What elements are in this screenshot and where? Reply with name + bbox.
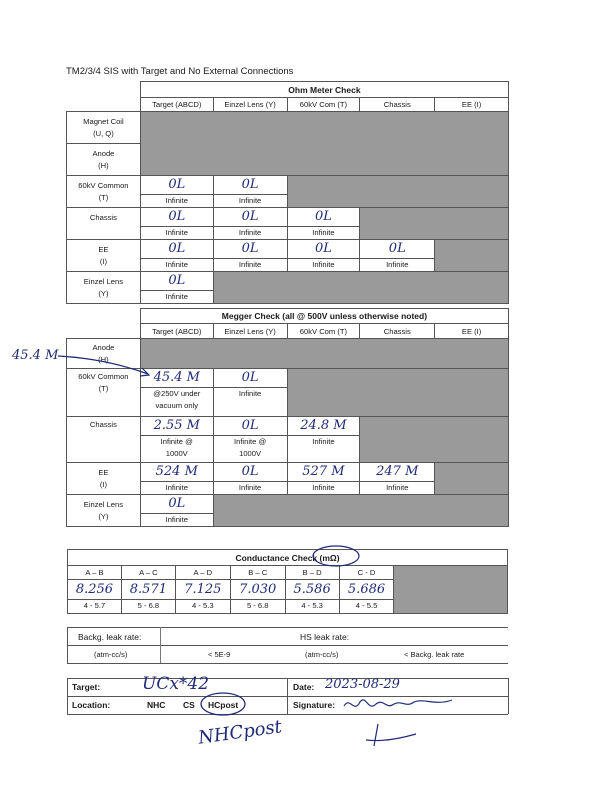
megger-heading: Megger Check (all @ 500V unless otherwise noted) [140,309,508,324]
ohm-cell-chassis-einzel[interactable]: 0L Infinite [213,208,287,240]
ohm-cell-common-target[interactable]: 0L Infinite [140,176,213,208]
row-label-anode: Anode (H) [67,144,141,176]
cond-cell-ac[interactable]: 8.571 5 - 6.8 [121,580,175,614]
target-label: Target: [72,682,101,692]
conductance-heading: Conductance Check (mΩ) [68,550,508,566]
signature-scribble[interactable] [340,692,460,716]
cond-col-ac: A – C [121,566,175,580]
backg-unit: (atm-cc/s) [94,650,128,659]
cond-col-cd: C - D [339,566,394,580]
cond-col-bc: B – C [230,566,285,580]
megger-cell-chassis-einzel[interactable]: 0L Infinite @ 1000V [213,417,287,463]
megger-row-label-chassis: Chassis [67,417,141,463]
megger-table [66,308,509,527]
ohm-cell-ee-einzel[interactable]: 0L Infinite [213,240,287,272]
ohm-col-ee: EE (I) [435,98,509,112]
cond-cell-ab[interactable]: 8.256 4 - 5.7 [68,580,122,614]
megger-cell-chassis-target[interactable]: 2.55 M Infinite @ 1000V [140,417,213,463]
megger-col-ee: EE (I) [435,324,509,339]
shaded-area [213,272,508,304]
ohm-cell-einzel-target[interactable]: 0L Infinite [140,272,213,304]
megger-col-einzel: Einzel Lens (Y) [213,324,287,339]
megger-cell-ee-chassis[interactable]: 247 M Infinite [360,463,435,495]
hs-spec: < Backg. leak rate [404,650,465,659]
initials-scribble [362,722,422,750]
shaded-area [287,369,509,417]
megger-cell-common-target[interactable]: 45.4 M @250V under vacuum only [140,369,213,417]
megger-col-chassis: Chassis [360,324,435,339]
megger-cell-ee-60kv[interactable]: 527 M Infinite [287,463,360,495]
megger-cell-ee-target[interactable]: 524 M Infinite [140,463,213,495]
shaded-area [140,339,508,369]
date-value[interactable]: 2023-08-29 [325,677,400,692]
cond-cell-cd[interactable]: 5.686 4 - 5.5 [339,580,394,614]
shaded-area [435,463,509,495]
row-label-einzel-lens: Einzel Lens (Y) [67,272,141,304]
megger-cell-common-einzel[interactable]: 0L Infinite [213,369,287,417]
backg-spec: < 5E-9 [208,650,231,659]
ohm-heading: Ohm Meter Check [140,82,508,98]
shaded-area [213,495,508,527]
ohm-cell-chassis-target[interactable]: 0L Infinite [140,208,213,240]
row-label-magnet-coil: Magnet Coil (U, Q) [67,112,141,144]
shaded-area [140,112,508,176]
ohm-col-chassis: Chassis [360,98,435,112]
megger-col-target: Target (ABCD) [140,324,213,339]
circle-mark [310,543,362,569]
arrow-icon [56,352,156,382]
cond-col-ad: A – D [175,566,230,580]
ohm-col-target: Target (ABCD) [140,98,213,112]
megger-cell-einzel-target[interactable]: 0L Infinite [140,495,213,527]
location-option-cs[interactable]: CS [183,700,195,710]
conductance-table [67,549,508,614]
megger-row-label-ee: EE (I) [67,463,141,495]
row-label-ee: EE (I) [67,240,141,272]
ohm-cell-ee-target[interactable]: 0L Infinite [140,240,213,272]
signature-label: Signature: [293,700,336,710]
cond-cell-ad[interactable]: 7.125 4 - 5.3 [175,580,230,614]
shaded-area [287,176,508,208]
location-option-hcpost[interactable]: HCpost [208,700,239,710]
shaded-area [360,417,509,463]
megger-cell-chassis-60kv[interactable]: 24.8 M Infinite [287,417,360,463]
shaded-area [360,208,509,240]
cond-col-ab: A – B [68,566,122,580]
megger-row-label-anode: Anode (H) [67,339,141,369]
target-value[interactable]: UCx*42 [142,674,210,694]
ohm-cell-ee-60kv[interactable]: 0L Infinite [287,240,360,272]
row-label-chassis: Chassis [67,208,141,240]
ohm-cell-common-einzel[interactable]: 0L Infinite [213,176,287,208]
cond-cell-bd[interactable]: 5.586 4 - 5.3 [285,580,339,614]
hs-leak-label: HS leak rate: [300,632,350,642]
side-note: 45.4 M [12,348,59,363]
shaded-area [394,566,508,614]
shaded-area [435,240,509,272]
megger-row-label-einzel: Einzel Lens (Y) [67,495,141,527]
date-label: Date: [293,682,315,692]
location-option-nhc[interactable]: NHC [147,700,166,710]
ohm-cell-chassis-60kv[interactable]: 0L Infinite [287,208,360,240]
location-label: Location: [72,700,111,710]
ohm-col-60kv: 60kV Com (T) [287,98,360,112]
document-title: TM2/3/4 SIS with Target and No External Connections [66,66,294,77]
cond-cell-bc[interactable]: 7.030 5 - 6.8 [230,580,285,614]
ohm-col-einzel: Einzel Lens (Y) [213,98,287,112]
megger-row-label-60kv-common: 60kV Common (T) [67,369,141,417]
cond-col-bd: B – D [285,566,339,580]
handwritten-note: NHCpost [196,716,284,749]
row-label-60kv-common: 60kV Common (T) [67,176,141,208]
megger-cell-ee-einzel[interactable]: 0L Infinite [213,463,287,495]
ohm-cell-ee-chassis[interactable]: 0L Infinite [360,240,435,272]
megger-col-60kv: 60kV Com (T) [287,324,360,339]
hs-unit: (atm-cc/s) [305,650,339,659]
circle-mark [198,690,248,718]
backg-leak-label: Backg. leak rate: [78,632,142,642]
ohm-meter-table [66,81,509,304]
